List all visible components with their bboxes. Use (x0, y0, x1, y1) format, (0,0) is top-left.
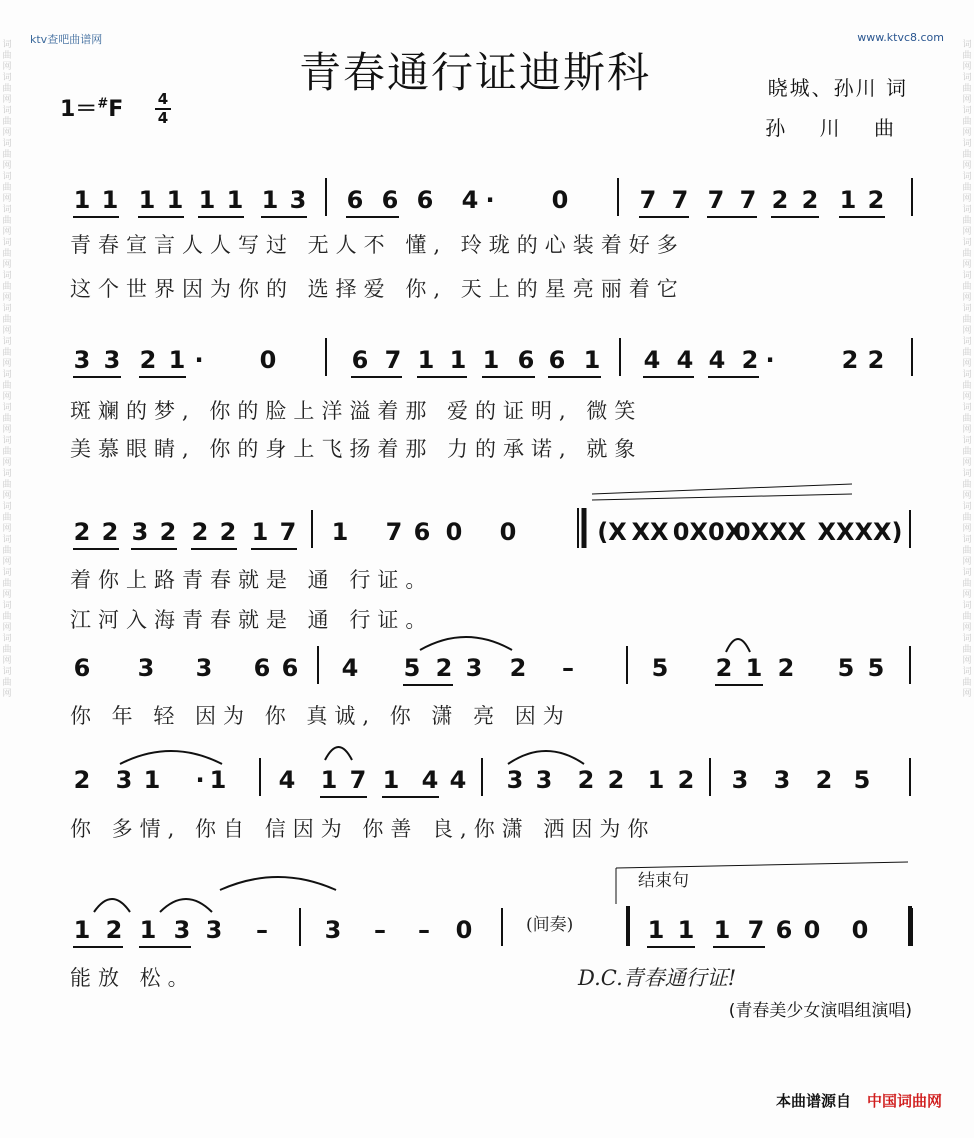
da-capo-label: D.C.青春通行证! (578, 966, 737, 990)
site-url-right[interactable]: www.ktvc8.com (857, 31, 944, 44)
note: – (418, 916, 430, 944)
note: XX (631, 518, 669, 546)
watermark-char: 网 (962, 491, 972, 501)
watermark-char: 曲 (2, 480, 12, 490)
watermark-char: 曲 (962, 84, 972, 94)
note: (X (597, 518, 627, 546)
note: 1 (73, 916, 91, 944)
note: 7 (671, 186, 689, 214)
note: 2 (159, 518, 177, 546)
watermark-char: 网 (962, 293, 972, 303)
note: XXXX) (817, 518, 903, 546)
note: 0 (445, 518, 463, 546)
watermark-char: 网 (2, 161, 12, 171)
lyric-verse-1: 你 年 轻 因为 你 真诚, 你 潇 亮 因为 (70, 704, 571, 728)
note: 2 (777, 654, 795, 682)
note: 3 (535, 766, 553, 794)
watermark-char: 曲 (2, 612, 12, 622)
watermark-char: 曲 (2, 579, 12, 589)
watermark-char: 曲 (962, 183, 972, 193)
note: 1 (647, 766, 665, 794)
note: 5 (853, 766, 871, 794)
watermark-char: 网 (962, 95, 972, 105)
watermark-char: 曲 (962, 282, 972, 292)
note: 6 (381, 186, 399, 214)
note: 4 (708, 346, 726, 374)
watermark-char: 曲 (2, 216, 12, 226)
watermark-char: 词 (962, 436, 972, 446)
watermark-char: 词 (2, 337, 12, 347)
note: 0 (851, 916, 869, 944)
watermark-char: 网 (962, 689, 972, 699)
watermark-char: 曲 (962, 51, 972, 61)
note: 3 (195, 654, 213, 682)
source-prefix: 本曲谱源自 (775, 1092, 851, 1110)
lyric-verse-1: 斑斓的梦, 你的脸上洋溢着那 爱的证明, 微笑 (70, 399, 643, 423)
note: 6 (73, 654, 91, 682)
note: 2 (741, 346, 759, 374)
note: 5 (837, 654, 855, 682)
watermark-char: 曲 (2, 447, 12, 457)
note: 7 (384, 346, 402, 374)
watermark-char: 网 (2, 689, 12, 699)
time-top: 4 (157, 90, 169, 108)
note: 3 (103, 346, 121, 374)
song-title: 青春通行证迪斯科 (298, 48, 651, 97)
note: 0XXX (733, 518, 807, 546)
watermark-char: 曲 (2, 84, 12, 94)
note: · (765, 346, 775, 374)
watermark-char: 词 (2, 238, 12, 248)
watermark-char: 网 (962, 557, 972, 567)
watermark-char: 网 (2, 260, 12, 270)
note: 1 (417, 346, 435, 374)
note: 4 (449, 766, 467, 794)
key-note: F (108, 97, 124, 122)
note: 3 (173, 916, 191, 944)
watermark-char: 词 (962, 469, 972, 479)
note: 6 (413, 518, 431, 546)
watermark-char: 网 (2, 524, 12, 534)
watermark-char: 网 (2, 458, 12, 468)
watermark-char: 曲 (962, 117, 972, 127)
note: 2 (191, 518, 209, 546)
note: 6 (517, 346, 535, 374)
note: 5 (867, 654, 885, 682)
watermark-char: 词 (2, 436, 12, 446)
watermark-char: 网 (962, 326, 972, 336)
note: 1 (482, 346, 500, 374)
note: 1 (839, 186, 857, 214)
watermark-char: 曲 (962, 249, 972, 259)
note: 7 (739, 186, 757, 214)
watermark-char: 网 (962, 128, 972, 138)
note: 0 (455, 916, 473, 944)
note: 1 (139, 916, 157, 944)
watermark-char: 曲 (962, 678, 972, 688)
watermark-char: 词 (2, 634, 12, 644)
note: 2 (841, 346, 859, 374)
watermark-char: 词 (962, 106, 972, 116)
watermark-char: 词 (962, 370, 972, 380)
note: 1 (143, 766, 161, 794)
watermark-char: 词 (962, 238, 972, 248)
watermark-char: 曲 (962, 216, 972, 226)
watermark-char: 词 (2, 601, 12, 611)
watermark-char: 网 (962, 656, 972, 666)
watermark-char: 词 (2, 271, 12, 281)
note: · (194, 346, 204, 374)
note: 2 (815, 766, 833, 794)
note: 6 (281, 654, 299, 682)
note: 2 (105, 916, 123, 944)
watermark-char: 曲 (962, 645, 972, 655)
watermark-char: 曲 (962, 546, 972, 556)
note: 1 (168, 346, 186, 374)
note: 1 (677, 916, 695, 944)
key-prefix: 1＝ (60, 97, 98, 122)
watermark-char: 词 (962, 139, 972, 149)
note: · (195, 766, 205, 794)
watermark-char: 曲 (962, 414, 972, 424)
note: 0 (551, 186, 569, 214)
watermark-char: 网 (2, 491, 12, 501)
watermark-char: 词 (2, 469, 12, 479)
watermark-char: 网 (962, 392, 972, 402)
ending-label: 结束句 (638, 871, 689, 891)
watermark-char: 网 (962, 359, 972, 369)
note: 3 (205, 916, 223, 944)
note: 7 (747, 916, 765, 944)
note: 2 (607, 766, 625, 794)
note: 1 (449, 346, 467, 374)
watermark-char: 曲 (2, 414, 12, 424)
note: 1 (198, 186, 216, 214)
composer-credit: 孙 川 曲 (765, 116, 908, 140)
watermark-char: 曲 (962, 447, 972, 457)
watermark-char: 网 (2, 326, 12, 336)
lyric-verse-1: 你 多情, 你自 信因为 你善 良,你潇 洒因为你 (70, 817, 656, 841)
note: 6 (548, 346, 566, 374)
watermark-char: 曲 (2, 150, 12, 160)
watermark-char: 曲 (2, 249, 12, 259)
watermark-char: 词 (2, 139, 12, 149)
note: 2 (219, 518, 237, 546)
watermark-char: 词 (962, 205, 972, 215)
note: 6 (346, 186, 364, 214)
note: 3 (506, 766, 524, 794)
note: 7 (349, 766, 367, 794)
watermark-char: 网 (2, 128, 12, 138)
bracket-line (592, 494, 852, 500)
note: 2 (509, 654, 527, 682)
slur (508, 751, 584, 764)
note: 1 (382, 766, 400, 794)
watermark-char: 曲 (2, 678, 12, 688)
note: 2 (577, 766, 595, 794)
note: 7 (279, 518, 297, 546)
lyricist-credit: 晓城、孙川 词 (767, 76, 908, 100)
note: – (374, 916, 386, 944)
watermark-char: 网 (2, 590, 12, 600)
note: 4 (461, 186, 479, 214)
watermark-char: 网 (962, 590, 972, 600)
watermark-char: 网 (962, 227, 972, 237)
watermark-char: 词 (2, 568, 12, 578)
source-brand-link[interactable]: 中国词曲网 (866, 1092, 942, 1110)
time-bottom: 4 (157, 109, 169, 127)
note: 4 (643, 346, 661, 374)
watermark-char: 曲 (962, 348, 972, 358)
site-name-left[interactable]: ktv查吧曲谱网 (30, 33, 103, 46)
note: 2 (73, 766, 91, 794)
watermark-char: 曲 (962, 513, 972, 523)
note: 1 (713, 916, 731, 944)
note: 3 (131, 518, 149, 546)
watermark-char: 网 (2, 95, 12, 105)
note: 3 (137, 654, 155, 682)
note: 0X0X (672, 518, 744, 546)
watermark-char: 曲 (2, 546, 12, 556)
note: 5 (403, 654, 421, 682)
watermark-char: 词 (962, 304, 972, 314)
watermark-char: 曲 (962, 612, 972, 622)
note: 6 (775, 916, 793, 944)
note: 2 (677, 766, 695, 794)
note: 3 (289, 186, 307, 214)
source-footer (776, 1090, 942, 1111)
watermark-char: 网 (962, 623, 972, 633)
watermark-char: 网 (2, 359, 12, 369)
note: 6 (351, 346, 369, 374)
note: 2 (101, 518, 119, 546)
watermark-char: 网 (962, 425, 972, 435)
note: 3 (465, 654, 483, 682)
watermark-char: 网 (962, 524, 972, 534)
watermark-char: 词 (2, 403, 12, 413)
note: 1 (251, 518, 269, 546)
lyric-verse-1: 能放 松。 (70, 966, 196, 990)
slur (120, 751, 222, 764)
note: 1 (647, 916, 665, 944)
note: 0 (803, 916, 821, 944)
watermark-char: 词 (962, 601, 972, 611)
note: 5 (651, 654, 669, 682)
lyric-verse-2: 美慕眼睛, 你的身上飞扬着那 力的承诺, 就象 (70, 437, 643, 461)
note: 2 (435, 654, 453, 682)
watermark-char: 网 (962, 458, 972, 468)
note: 1 (745, 654, 763, 682)
watermark-char: 词 (2, 205, 12, 215)
note: 2 (73, 518, 91, 546)
watermark-char: 网 (2, 656, 12, 666)
watermark-char: 词 (962, 337, 972, 347)
note: 1 (261, 186, 279, 214)
watermark-char: 词 (2, 172, 12, 182)
note: 1 (331, 518, 349, 546)
watermark-char: 曲 (962, 315, 972, 325)
watermark-char: 网 (2, 62, 12, 72)
note: 1 (101, 186, 119, 214)
watermark-char: 曲 (962, 150, 972, 160)
lyric-verse-1: 青春宣言人人写过 无人不 懂, 玲珑的心装着好多 (70, 233, 685, 257)
note: 7 (385, 518, 403, 546)
note: 3 (731, 766, 749, 794)
note: 7 (707, 186, 725, 214)
watermark-char: 曲 (2, 282, 12, 292)
interlude-label: (间奏) (526, 915, 574, 935)
slur (325, 747, 352, 760)
note: 6 (416, 186, 434, 214)
watermark-char: 词 (2, 535, 12, 545)
watermark-char: 网 (962, 62, 972, 72)
watermark-char: 曲 (2, 315, 12, 325)
slur (94, 899, 130, 912)
note: 3 (324, 916, 342, 944)
watermark-char: 网 (2, 623, 12, 633)
lyric-verse-2: 江河入海青春就是 通 行证。 (70, 608, 434, 632)
watermark-char: 词 (962, 634, 972, 644)
watermark-char: 词 (962, 271, 972, 281)
note: 4 (421, 766, 439, 794)
watermark-char: 曲 (2, 348, 12, 358)
note: 6 (253, 654, 271, 682)
watermark-char: 词 (2, 73, 12, 83)
watermark-char: 网 (2, 293, 12, 303)
watermark-char: 曲 (962, 381, 972, 391)
watermark-char: 词 (2, 667, 12, 677)
watermark-char: 曲 (962, 579, 972, 589)
note: 7 (639, 186, 657, 214)
note: – (256, 916, 268, 944)
watermark-char: 网 (2, 194, 12, 204)
watermark-char: 词 (962, 172, 972, 182)
note: 2 (867, 346, 885, 374)
note: – (562, 654, 574, 682)
note: 4 (676, 346, 694, 374)
watermark-char: 曲 (2, 117, 12, 127)
note: 3 (115, 766, 133, 794)
note: 4 (278, 766, 296, 794)
watermark-char: 词 (962, 568, 972, 578)
note: 1 (166, 186, 184, 214)
watermark-char: 网 (962, 260, 972, 270)
note: 2 (771, 186, 789, 214)
watermark-char: 词 (962, 667, 972, 677)
slur (220, 877, 336, 890)
slur (726, 639, 750, 652)
watermark-char: 曲 (2, 51, 12, 61)
slur (160, 899, 212, 912)
note: 0 (499, 518, 517, 546)
note: 1 (226, 186, 244, 214)
note: 2 (139, 346, 157, 374)
note: 2 (801, 186, 819, 214)
watermark-char: 词 (2, 370, 12, 380)
watermark-char: 曲 (2, 381, 12, 391)
note: 1 (583, 346, 601, 374)
note: 1 (320, 766, 338, 794)
sharp-sign: # (97, 96, 109, 112)
note: 4 (341, 654, 359, 682)
watermark-char: 词 (2, 40, 12, 50)
watermark-char: 网 (2, 392, 12, 402)
note: · (485, 186, 495, 214)
note: 1 (209, 766, 227, 794)
watermark-char: 网 (2, 557, 12, 567)
note: 0 (259, 346, 277, 374)
lyric-verse-2: 这个世界因为你的 选择爱 你, 天上的星亮丽着它 (70, 277, 685, 301)
bracket-line (592, 484, 852, 494)
watermark-char: 词 (2, 106, 12, 116)
performer-credit: (青春美少女演唱组演唱) (728, 1001, 912, 1021)
note: 1 (138, 186, 156, 214)
watermark-char: 词 (962, 40, 972, 50)
watermark-char: 词 (962, 403, 972, 413)
watermark-char: 网 (962, 161, 972, 171)
note: 3 (73, 346, 91, 374)
note: 2 (715, 654, 733, 682)
watermark-char: 词 (962, 73, 972, 83)
slur (420, 637, 512, 650)
note: 1 (73, 186, 91, 214)
watermark-char: 网 (2, 425, 12, 435)
note: 2 (867, 186, 885, 214)
watermark-char: 曲 (2, 645, 12, 655)
watermark-char: 曲 (2, 513, 12, 523)
watermark-char: 词 (2, 502, 12, 512)
watermark-char: 曲 (2, 183, 12, 193)
watermark-char: 词 (962, 502, 972, 512)
note: 3 (773, 766, 791, 794)
watermark-char: 曲 (962, 480, 972, 490)
watermark-char: 网 (962, 194, 972, 204)
watermark-char: 词 (2, 304, 12, 314)
lyric-verse-1: 着你上路青春就是 通 行证。 (70, 568, 434, 592)
watermark-char: 词 (962, 535, 972, 545)
watermark-char: 网 (2, 227, 12, 237)
ending-bracket (616, 862, 908, 868)
